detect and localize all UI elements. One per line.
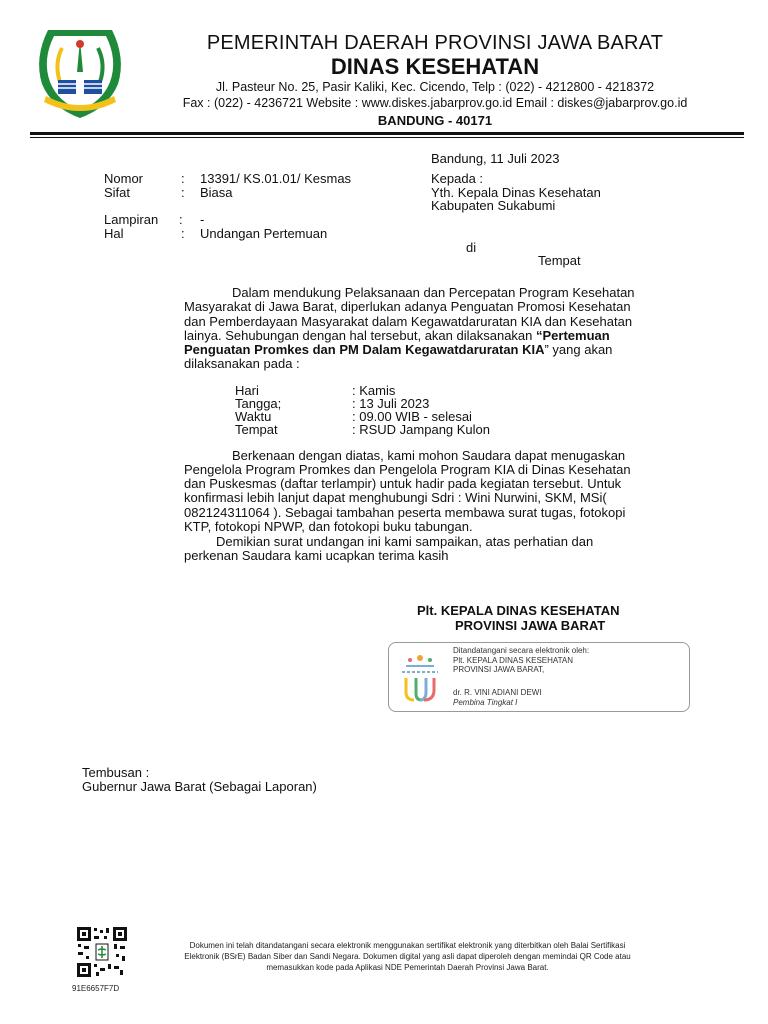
bsre-seal-icon	[396, 648, 444, 706]
footer-line2: Elektronik (BSrE) Badan Siber dan Sandi Negara. Dokumen digital yang asli dapat diperoleh dengan memindai QR Code atau	[184, 952, 631, 961]
tempat-label: Tempat	[235, 422, 278, 437]
tembusan-label: Tembusan :	[82, 765, 150, 780]
recipient-di: di	[466, 240, 477, 255]
recipient-line2: Kabupaten Sukabumi	[431, 198, 556, 213]
nomor-value: 13391/ KS.01.01/ Kesmas	[200, 171, 352, 186]
recipient-tempat: Tempat	[538, 253, 581, 268]
para2-line6: KTP, fotokopi NPWP, dan fotokopi buku tabungan.	[184, 519, 473, 534]
lampiran-sep: :	[179, 212, 183, 227]
para1-line6: dilaksanakan pada :	[184, 356, 300, 371]
waktu-label: Waktu	[235, 409, 272, 424]
para1-line1: Dalam mendukung Pelaksanaan dan Percepatan Program Kesehatan	[232, 285, 635, 300]
esign-note: Ditandatangani secara elektronik oleh:	[453, 646, 590, 655]
header-city: BANDUNG - 40171	[377, 113, 493, 128]
para2-line4: konfirmasi lebih lanjut dapat menghubungi Sdri : Wini Nurwini, SKM, MSi(	[184, 490, 607, 505]
para2-line8: perkenan Saudara kami ucapkan terima kasih	[184, 548, 449, 563]
footer-disclaimer	[145, 940, 670, 973]
signature-title2: PROVINSI JAWA BARAT	[455, 618, 606, 633]
tanggal-label: Tangga;	[235, 396, 282, 411]
esign-position1: Plt. KEPALA DINAS KESEHATAN	[453, 656, 574, 665]
tanggal-value: : 13 Juli 2023	[352, 396, 430, 411]
para2-line1: Berkenaan dengan diatas, kami mohon Saudara dapat menugaskan	[232, 448, 626, 463]
header-government: PEMERINTAH DAERAH PROVINSI JAWA BARAT	[206, 32, 664, 54]
letter-date: Bandung, 11 Juli 2023	[431, 151, 560, 166]
nomor-label: Nomor	[104, 171, 144, 186]
hari-value: : Kamis	[352, 383, 396, 398]
header-rule	[30, 132, 744, 135]
para2-line2: Pengelola Program Promkes dan Pengelola Program KIA di Dinas Kesehatan	[184, 462, 631, 477]
footer-line1: Dokumen ini telah ditandatangani secara elektronik menggunakan sertifikat elektronik yang diterbitkan oleh Balai Sertifikasi	[189, 941, 626, 950]
footer-line3: memasukkan kode pada Aplikasi NDE Pemerintah Daerah Provinsi Jawa Barat.	[266, 963, 549, 972]
esign-position2: PROVINSI JAWA BARAT,	[453, 665, 545, 674]
para1-event-title: Penguatan Promkes dan PM Dalam Kegawatdaruratan KIA	[184, 342, 545, 357]
header-contact: Fax : (022) - 4236721 Website : www.diskes.jabarprov.go.id Email : diskes@jabarprov.go.id	[182, 96, 688, 110]
para1-line2: Masyarakat di Jawa Barat, diperlukan adanya Penguatan Promosi Kesehatan	[184, 299, 631, 314]
recipient-kepada: Kepada :	[431, 171, 484, 186]
tempat-value: : RSUD Jampang Kulon	[352, 422, 491, 437]
para2-line3: dan Puskesmas (daftar terlampir) untuk hadir pada kegiatan tersebut. Untuk	[184, 476, 622, 491]
hari-label: Hari	[235, 383, 259, 398]
header-address: Jl. Pasteur No. 25, Pasir Kaliki, Kec. Cicendo, Telp : (022) - 4212800 - 4218372	[215, 80, 655, 94]
nomor-sep: :	[181, 171, 185, 186]
hal-label: Hal	[104, 226, 124, 241]
signature-title1: Plt. KEPALA DINAS KESEHATAN	[417, 603, 620, 618]
para1-line3: dan Pemberdayaan Masyarakat dalam Kegawatdaruratan KIA dan Kesehatan	[184, 314, 633, 329]
para2-line7: Demikian surat undangan ini kami sampaikan, atas perhatian dan	[216, 534, 594, 549]
para1-event-open: “Pertemuan	[536, 328, 610, 343]
sifat-value: Biasa	[200, 185, 233, 200]
hal-value: Undangan Pertemuan	[200, 226, 328, 241]
tembusan-item: Gubernur Jawa Barat (Sebagai Laporan)	[82, 779, 317, 794]
qr-code-icon	[76, 926, 128, 978]
para1-line5-rest: ” yang akan	[544, 342, 613, 357]
recipient-line1: Yth. Kepala Dinas Kesehatan	[431, 185, 601, 200]
para1-line4-text: lainya. Sehubungan dengan hal tersebut, akan dilaksanakan	[184, 328, 536, 343]
esign-name: dr. R. VINI ADIANI DEWI	[453, 688, 542, 697]
esign-rank: Pembina Tingkat I	[453, 698, 518, 707]
provincial-logo	[30, 22, 130, 122]
para2-line5: 082124311064 ). Sebagai tambahan peserta membawa surat tugas, fotokopi	[184, 505, 626, 520]
header-rule-thin	[30, 137, 744, 138]
hal-sep: :	[181, 226, 185, 241]
lampiran-value: -	[200, 212, 205, 227]
lampiran-label: Lampiran	[104, 212, 159, 227]
document-code: 91E6657F7D	[72, 984, 120, 993]
header-agency: DINAS KESEHATAN	[330, 54, 540, 79]
sifat-label: Sifat	[104, 185, 131, 200]
waktu-value: : 09.00 WIB - selesai	[352, 409, 472, 424]
sifat-sep: :	[181, 185, 185, 200]
